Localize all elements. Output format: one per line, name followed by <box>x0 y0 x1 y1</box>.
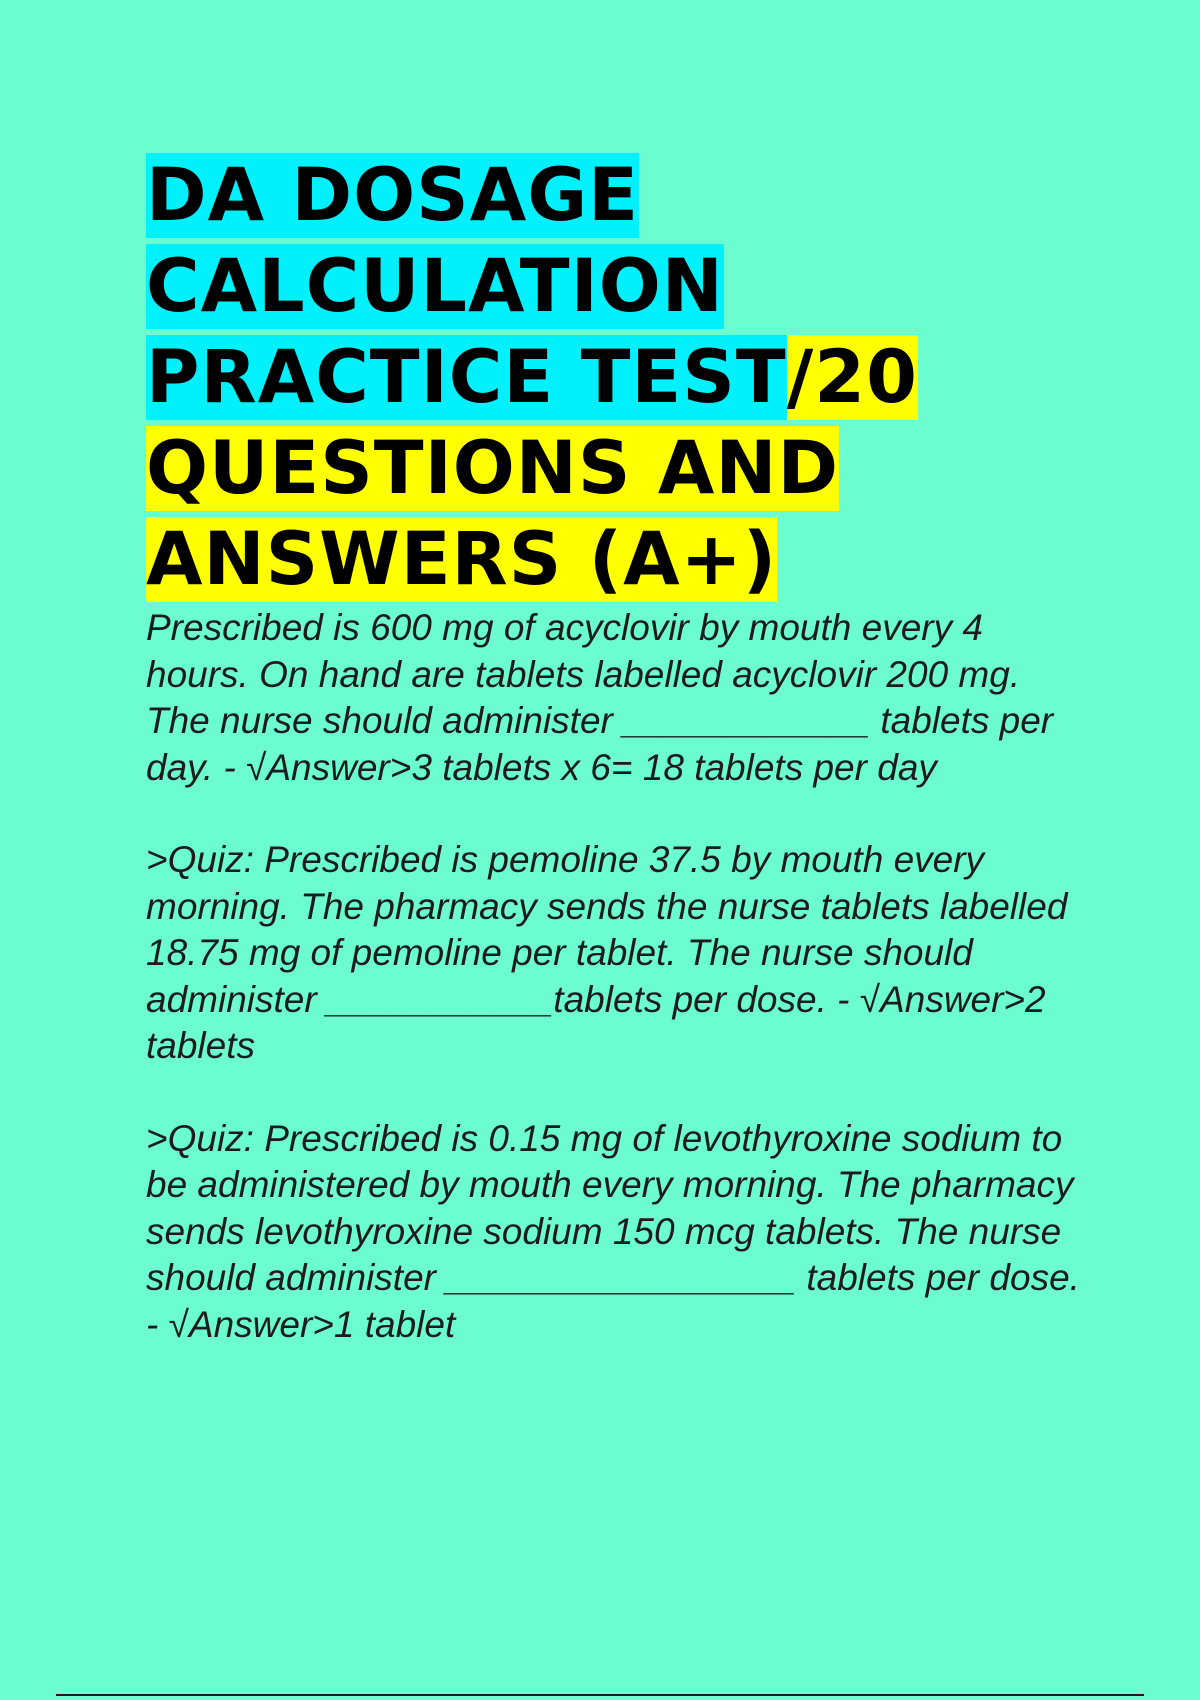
question-list <box>146 605 1086 1348</box>
title-line-4: QUESTIONS AND <box>146 426 840 511</box>
question-answer-3: >Quiz: Prescribed is 0.15 mg of levothyroxine sodium to be administered by mouth every morning. The pharmacy sends levothyroxine sodium 150 mcg tablets. The nurse should administer _________________ tablets per dose. - √Answer>1 tablet <box>146 1117 1080 1345</box>
document-title <box>146 150 1086 605</box>
title-line-2: CALCULATION <box>146 244 724 329</box>
question-answer-1: Prescribed is 600 mg of acyclovir by mouth every 4 hours. On hand are tablets labelled acyclovir 200 mg. The nurse should administer ____________ tablets per day. - √Answer>3 tablets x 6= 18 tablets per day <box>146 607 1054 788</box>
title-line-3-cyan: PRACTICE TEST <box>146 335 787 420</box>
title-line-3-yellow: /20 <box>786 335 918 420</box>
document-page <box>146 150 1086 1394</box>
question-answer-2: >Quiz: Prescribed is pemoline 37.5 by mouth every morning. The pharmacy sends the nurse tablets labelled 18.75 mg of pemoline per tablet. The nurse should administer ___________tablets per dose. - √Answer>2 tablets <box>146 839 1068 1066</box>
title-line-1: DA DOSAGE <box>146 153 640 238</box>
bottom-divider <box>56 1694 1144 1696</box>
title-line-5: ANSWERS (A+) <box>146 517 778 602</box>
